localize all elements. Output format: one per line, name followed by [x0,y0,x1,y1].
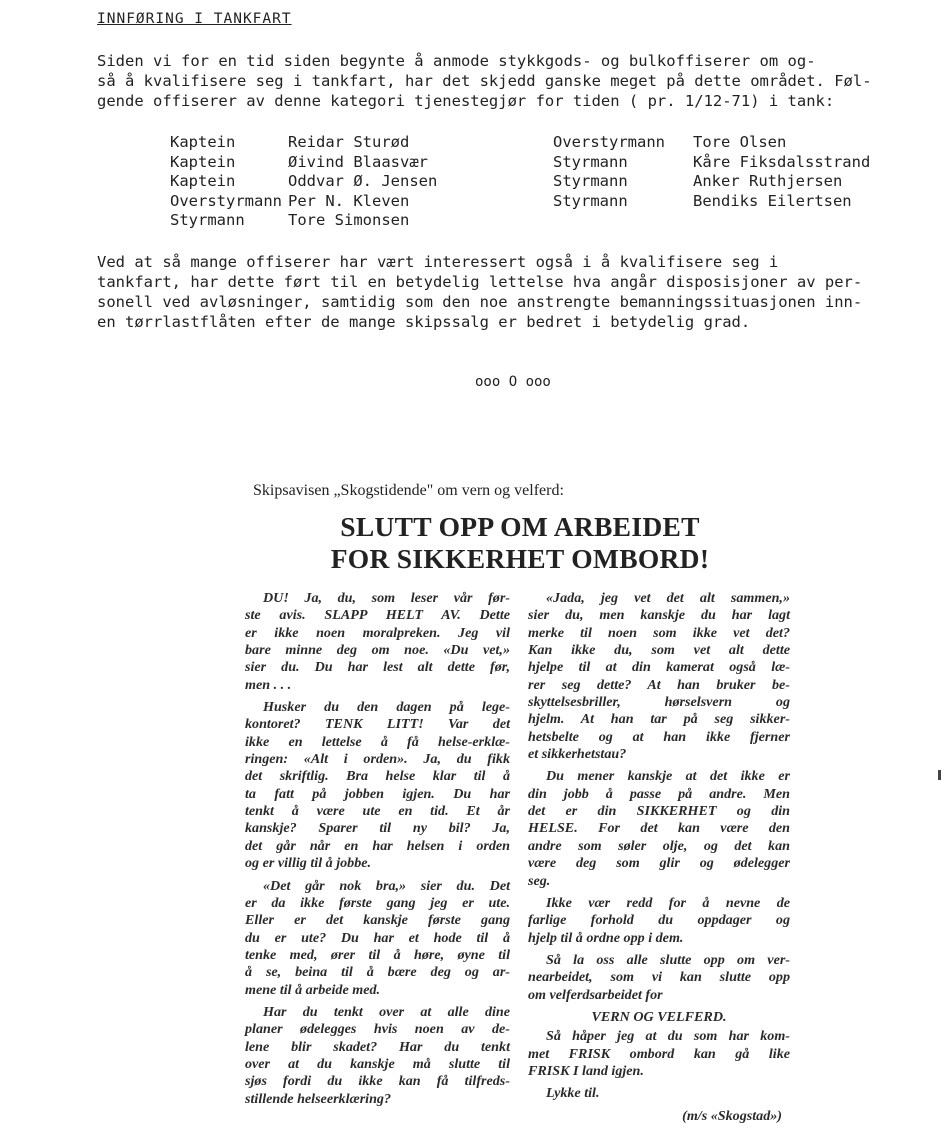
section-heading: INNFØRING I TANKFART [97,11,292,27]
article-line: Så la oss alle slutte opp om ver- [546,951,790,968]
article-column-right [528,590,790,1130]
article-line: din jobb å passe på andre. Men [528,785,790,802]
article-headline [255,511,785,575]
officer-rank: Kaptein [170,133,236,151]
article-line: DU! Ja, du, som leser vår før- [263,590,510,606]
paragraph-line: Ved at så mange offiserer har vært interessert også i å kvalifisere seg i [97,253,779,271]
article-line: Du mener kanskje at det ikke er [546,768,790,785]
article-line: over at du kanskje må slutte til [245,1055,510,1072]
officer-list-right [553,133,870,211]
article-line: hetsbelte og at han ikke fjerner [528,728,790,745]
officer-name: Anker Ruthjersen [693,172,843,191]
intro-line: så å kvalifisere seg i tankfart, har det skjedd ganske meget på dette området. Føl- [97,72,872,90]
article-line: nearbeidet, som vi kan slutte opp [528,969,790,986]
article-line: er da ikke første gang jeg er ute. [245,894,510,911]
article-line: Lykke til. [546,1085,600,1102]
article-motto: VERN OG VELFERD. [591,1008,727,1025]
article-line: og er villig til å jobbe. [245,855,372,872]
article-line: det er din SIKKERHET og din [528,803,790,820]
officer-row [553,172,870,192]
article-line: Eller er det kanskje første gang [245,912,510,929]
officer-name: Øivind Blaasvær [288,152,428,171]
article-line: rer seg dette? At han bruker be- [528,676,790,693]
officer-rank: Overstyrmann [553,133,665,151]
article-line: Har du tenkt over at alle dine [263,1003,510,1020]
officer-row [170,192,437,212]
officer-row [553,133,870,153]
article-line: det går når en har helsen i orden [245,837,510,854]
officer-rank: Styrmann [553,172,628,191]
officer-row [553,192,870,212]
officer-name: Per N. Kleven [288,191,410,210]
article-line: å se, beina til å bære deg og ar- [245,964,510,981]
article-line: Ikke vær redd for å nevne de [546,894,790,911]
article-paragraph [245,878,510,999]
article-paragraph [528,952,790,1004]
article-line: et sikkerhetstau? [528,746,627,763]
article-line: om velferdsarbeidet for [528,986,663,1003]
officer-row [170,172,437,192]
article-line: bare minne deg om noe. «Du vet,» [245,642,510,659]
officer-row [170,133,437,153]
article-line: sier du, men kanskje du har lagt [528,607,790,624]
article-line: andre som søler olje, og det kan [528,837,790,854]
officer-name: Tore Simonsen [288,211,410,230]
article-line: planer ødelegges hvis noen av de- [245,1021,510,1038]
article-paragraph [528,895,790,947]
officer-row [553,153,870,173]
article-line: Så håper jeg at du som har kom- [546,1028,790,1045]
intro-line: gende offiserer av denne kategori tjenestegjør for tiden ( pr. 1/12-71) i tank: [97,92,835,110]
article-line: Husker du den dagen på lege- [263,699,510,716]
paragraph-line: en tørrlastflåten efter de mange skipssalg er bedret i betydelig grad. [97,313,751,331]
article-line: ikke en lettelse å få helse-erklæ- [245,733,510,750]
article-line: ringen: «Alt i orden». Ja, du fikk [245,751,510,768]
officer-rank: Styrmann [170,211,245,230]
article-line: men . . . [245,676,292,693]
officer-rank: Overstyrmann [170,191,282,210]
section-separator: ooo O ooo [475,374,551,390]
headline-line: SLUTT OPP OM ARBEIDET [340,511,700,542]
article-line: hjelp til å ordne opp i dem. [528,929,684,946]
article-line: mene til å arbeide med. [245,981,381,998]
article-line: met FRISK ombord kan gå like [528,1045,790,1062]
article-line: kontoret? TENK LITT! Var det [245,716,510,733]
officer-name: Bendiks Eilertsen [693,191,852,210]
intro-line: Siden vi for en tid siden begynte å anmode stykkgods- og bulkoffiserer om og- [97,52,816,70]
article-line: merke til noen som ikke vet det? [528,624,790,641]
article-paragraph [245,699,510,872]
article-line: farlige forhold du oppdager og [528,912,790,929]
officer-rank: Kaptein [170,172,236,191]
officer-name: Tore Olsen [693,133,787,151]
article-line: hjelpe til at din kamerat også læ- [528,659,790,676]
officer-list-left [170,133,437,231]
article-line: ta fatt på jobben igjen. Du har [245,785,510,802]
article-line: tenkt å være ute en tid. Et år [245,803,510,820]
article-line: Kan ikke du, som vet alt dette [528,642,790,659]
officer-rank: Styrmann [553,152,628,171]
article-signature: (m/s «Skogstad») [682,1107,782,1124]
scan-mark [938,770,941,780]
headline-line: FOR SIKKERHET OMBORD! [330,543,710,574]
paragraph-line: sonell ved avløsninger, samtidig som den noe anstrengte bemanningssituasjonen inn- [97,293,863,311]
article-line: «Jada, jeg vet det alt sammen,» [546,590,790,606]
article-line: seg. [528,872,551,889]
article-line: kanskje? Sparer til ny bil? Ja, [245,820,510,837]
officer-name: Oddvar Ø. Jensen [288,172,438,191]
article-intro: Skipsavisen „Skogstidende" om vern og velferd: [253,482,564,499]
officer-name: Reidar Sturød [288,133,410,151]
officer-row [170,211,437,231]
article-paragraph [528,1028,790,1080]
article-line: tenke med, ører til å høre, øyne til [245,946,510,963]
article-line: lene blir skadet? Har du tenkt [245,1038,510,1055]
article-line: ste avis. SLAPP HELT AV. Dette [245,607,510,624]
article-paragraph [528,768,790,889]
article-column-left [245,590,510,1113]
officer-rank: Styrmann [553,191,628,210]
article-paragraph [528,1085,790,1102]
article-line: sier du. Du har lest alt dette før, [245,659,510,676]
article-line: FRISK I land igjen. [528,1062,644,1079]
officer-row [170,153,437,173]
article-line: HELSE. For det kan være den [528,820,790,837]
paragraph-line: tankfart, har dette ført til en betydelig lettelse hva angår disposisjoner av per- [97,273,863,291]
article-line: sjøs fordi du ikke kan få tilfreds- [245,1073,510,1090]
article-line: du er ute? Du har et hode til å [245,929,510,946]
article-line: hjelm. At han tar på seg sikker- [528,711,790,728]
article-line: er ikke noen moralpreken. Jeg vil [245,624,510,641]
officer-name: Kåre Fiksdalsstrand [693,152,871,171]
article-paragraph [245,1004,510,1108]
article-paragraph [245,590,510,694]
article-line: «Det går nok bra,» sier du. Det [263,877,510,894]
article-line: skyttelsesbriller, hørselsvern og [528,694,790,711]
article-line: stillende helseerklæring? [245,1090,392,1107]
article-line: være deg som glir og ødelegger [528,855,790,872]
officer-rank: Kaptein [170,152,236,171]
article-line: det skriftlig. Bra helse klar til å [245,768,510,785]
article-paragraph [528,590,790,763]
